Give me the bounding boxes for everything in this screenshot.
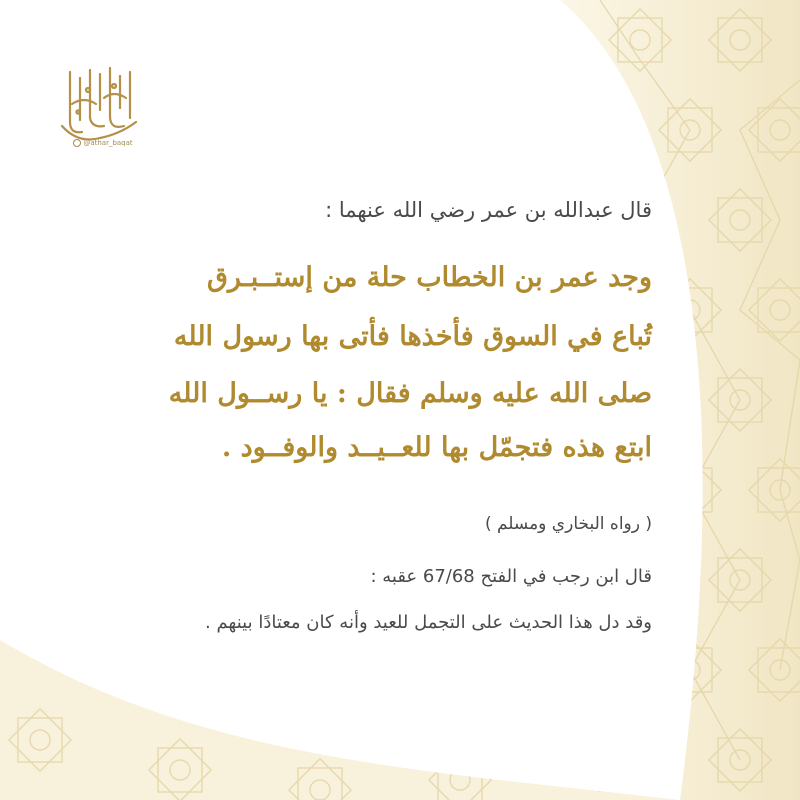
instagram-icon	[73, 139, 81, 147]
social-handle	[58, 139, 148, 147]
handle-text: @athar_baqat	[83, 139, 133, 147]
hadith-line-4: ابتع هذه فتجمّل بها للعــيــد والوفــود .	[221, 432, 652, 463]
scholar-reference: قال ابن رجب في الفتح 67/68 عقبه :	[370, 566, 652, 587]
hadith-line-1: وجد عمر بن الخطاب حلة من إستــبـرق	[206, 262, 652, 293]
narrator-intro: قال عبدالله بن عمر رضي الله عنهما :	[325, 198, 652, 222]
hadith-line-2: تُباع في السوق فأخذها فأتى بها رسول الله	[173, 321, 652, 352]
commentary-text: وقد دل هذا الحديث على التجمل للعيد وأنه كان معتادًا بينهم .	[205, 612, 652, 633]
hadith-line-3: صلى الله عليه وسلم فقال : يا رســول الله	[168, 378, 652, 409]
hadith-source: ( رواه البخاري ومسلم )	[484, 514, 652, 534]
